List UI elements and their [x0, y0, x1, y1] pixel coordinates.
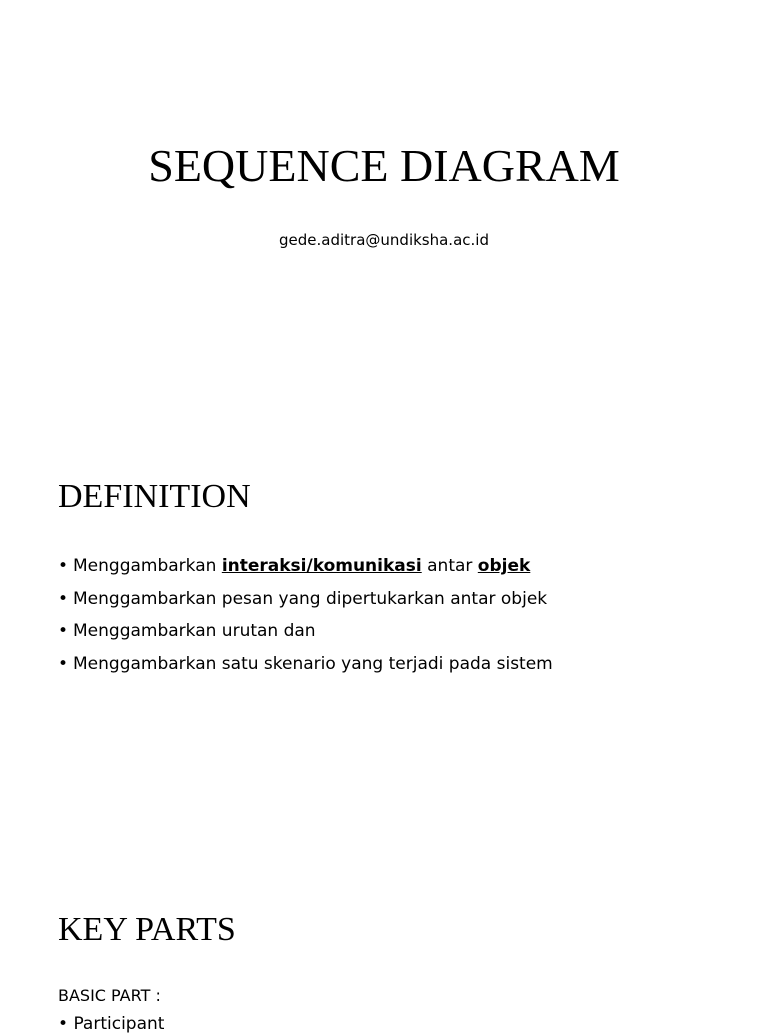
bullet-text: Menggambarkan urutan dan	[73, 621, 316, 641]
bullet-text: Menggambarkan	[73, 556, 222, 576]
definition-bullet-list	[58, 550, 553, 680]
emphasized-term-object: objek	[477, 556, 531, 576]
emphasized-term-interaction: interaksi/komunikasi	[221, 556, 422, 576]
bullet-text: antar	[421, 556, 478, 576]
author-email: gede.aditra@undiksha.ac.id	[279, 231, 489, 249]
bullet-text: Menggambarkan satu skenario yang terjadi pada sistem	[73, 653, 553, 674]
definition-bullet-2	[58, 583, 553, 616]
key-parts-heading: KEY PARTS	[58, 911, 236, 948]
key-parts-bullet-participant: • Participant	[58, 1014, 165, 1034]
bullet-text: Participant	[73, 1014, 165, 1034]
definition-heading: DEFINITION	[58, 478, 251, 515]
definition-bullet-3	[58, 615, 553, 648]
slide-title: SEQUENCE DIAGRAM	[148, 140, 620, 191]
bullet-text: Menggambarkan pesan yang dipertukarkan antar objek	[73, 588, 548, 609]
basic-part-label: BASIC PART :	[58, 986, 161, 1005]
definition-bullet-1	[58, 550, 553, 583]
definition-bullet-4	[58, 648, 553, 681]
